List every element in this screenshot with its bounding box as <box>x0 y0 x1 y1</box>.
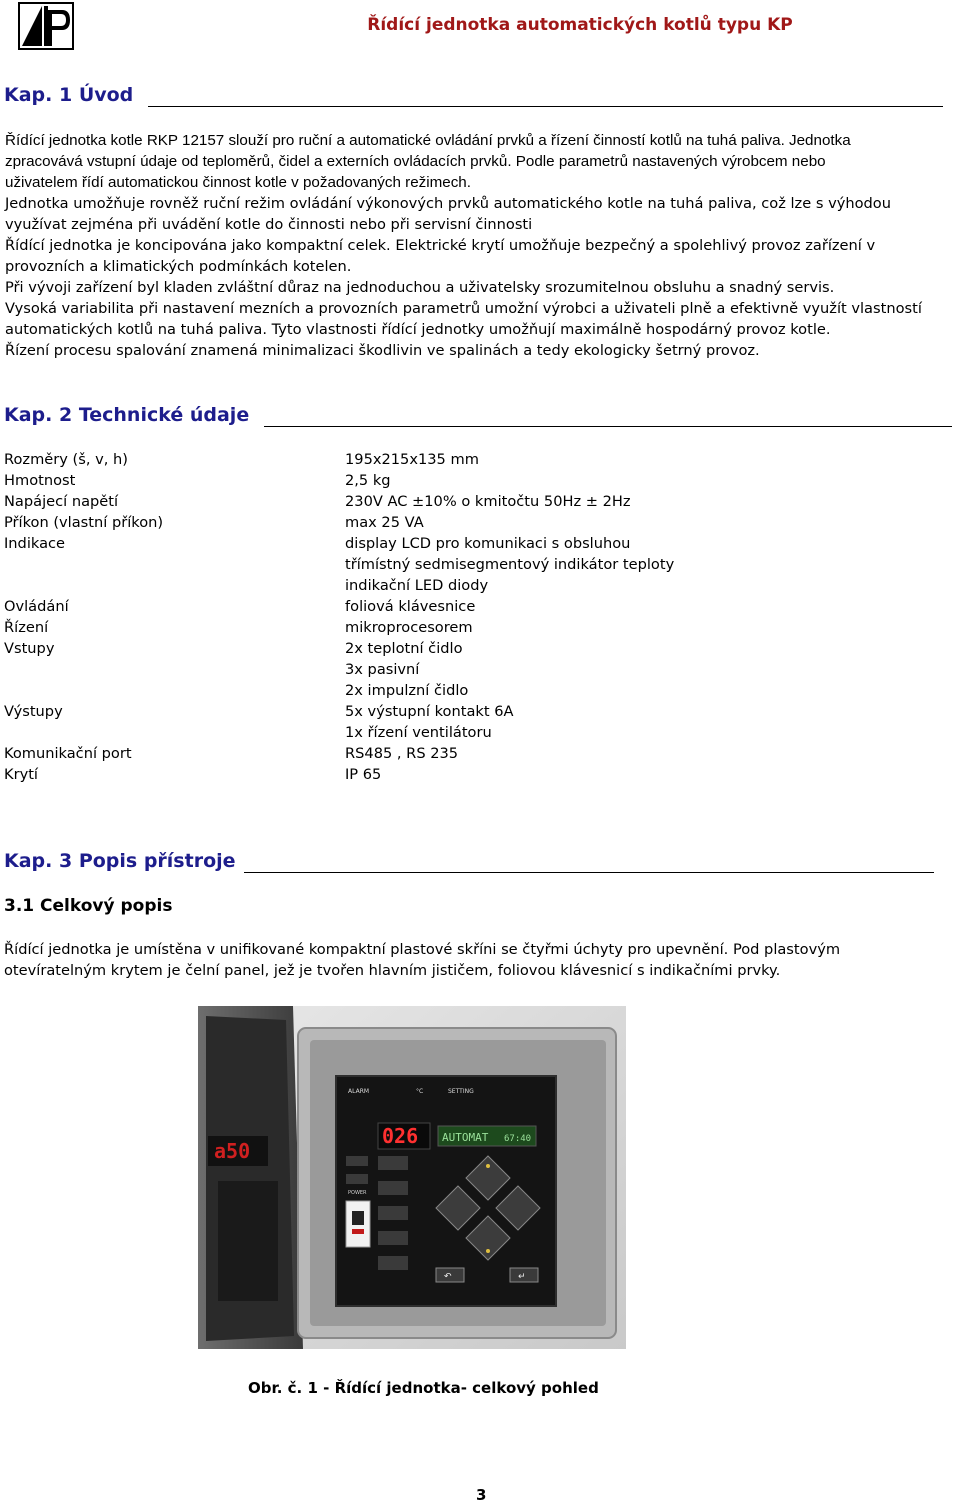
text-line: Řídící jednotka je koncipována jako kompaktní celek. Elektrické krytí umožňuje bezpečný a spolehlivý provoz zařízení v <box>5 237 876 254</box>
ap-logo-icon <box>18 2 74 50</box>
company-logo <box>18 2 74 50</box>
text-line: uživatelem řídí automatickou činnost kotle v požadovaných režimech. <box>5 174 471 191</box>
spec-value: 195x215x135 mm <box>345 451 479 468</box>
control-unit-illustration <box>198 1006 626 1349</box>
spec-value: RS485 , RS 235 <box>345 745 459 762</box>
spec-value: 2x teplotní čidlo <box>345 640 463 657</box>
spec-label: Výstupy <box>4 703 63 720</box>
chapter-1-para-1 <box>5 130 851 193</box>
spec-row <box>4 659 724 680</box>
panel-label-power: POWER <box>348 1190 367 1196</box>
spec-row <box>4 722 724 743</box>
spec-value: mikroprocesorem <box>345 619 473 636</box>
figure-caption: Obr. č. 1 - Řídící jednotka- celkový pohled <box>248 1379 599 1397</box>
spec-label: Příkon (vlastní příkon) <box>4 514 164 531</box>
text-line: zpracovává vstupní údaje od teploměrů, čidel a externích ovládacích prvků. Podle parametrů nastavených výrobcem nebo <box>5 153 826 170</box>
chapter-2-heading: Kap. 2 Technické údaje <box>4 404 250 426</box>
spec-value: třímístný sedmisegmentový indikátor teploty <box>345 556 675 573</box>
chapter-3-heading: Kap. 3 Popis přístroje <box>4 850 236 872</box>
text-line: Vysoká variabilita při nastavení mezních a provozních parametrů umožní výrobci a uživateli plně a efektivně využít vlastností <box>5 300 922 317</box>
chapter-1-para-2 <box>5 193 922 361</box>
panel-label-alarm: ALARM <box>348 1088 370 1095</box>
text-line: využívat zejména při uvádění kotle do činnosti nebo při servisní činnosti <box>5 216 533 233</box>
chapter-1-heading: Kap. 1 Úvod <box>4 84 134 106</box>
spec-value: 1x řízení ventilátoru <box>345 724 492 741</box>
spec-row <box>4 764 724 785</box>
spec-row <box>4 512 724 533</box>
technical-specs-table <box>4 449 724 785</box>
text-line: provozních a klimatických podmínkách kotelen. <box>5 258 352 275</box>
spec-label: Vstupy <box>4 640 55 657</box>
spec-row <box>4 680 724 701</box>
text-line: Řídící jednotka kotle RKP 12157 slouží pro ruční a automatické ovládání prvků a řízení činností kotlů na tuhá paliva. Jednotka <box>5 132 851 149</box>
spec-label: Řízení <box>4 619 49 636</box>
text-line: Jednotka umožňuje rovněž ruční režim ovládání výkonových prvků automatického kotle na tuhá paliva, což lze s výhodou <box>5 195 891 212</box>
spec-value: indikační LED diody <box>345 577 489 594</box>
panel-label-degrees: °C <box>416 1088 424 1095</box>
spec-row <box>4 491 724 512</box>
document-title: Řídící jednotka automatických kotlů typu KP <box>367 15 793 35</box>
spec-label: Ovládání <box>4 598 69 615</box>
spec-row <box>4 596 724 617</box>
spec-value: IP 65 <box>345 766 382 783</box>
chapter-3-underline <box>244 872 934 873</box>
spec-row <box>4 449 724 470</box>
text-line: automatických kotlů na tuhá paliva. Tyto vlastnosti řídící jednotky umožňují maximálně hospodárný provoz kotle. <box>5 321 831 338</box>
spec-row <box>4 743 724 764</box>
spec-row <box>4 701 724 722</box>
spec-row <box>4 533 724 554</box>
side-display: a50 <box>214 1139 251 1163</box>
spec-value: foliová klávesnice <box>345 598 476 615</box>
spec-value: display LCD pro komunikaci s obsluhou <box>345 535 631 552</box>
spec-row <box>4 470 724 491</box>
spec-label: Rozměry (š, v, h) <box>4 451 128 468</box>
spec-value: max 25 VA <box>345 514 424 531</box>
spec-row <box>4 554 724 575</box>
svg-text:↶: ↶ <box>444 1272 452 1282</box>
text-line: Při vývoji zařízení byl kladen zvláštní důraz na jednoduchou a uživatelsky srozumitelnou obsluhu a snadný servis. <box>5 279 835 296</box>
spec-row <box>4 575 724 596</box>
spec-row <box>4 617 724 638</box>
svg-text:↵: ↵ <box>518 1272 526 1282</box>
seven-segment-display: 026 <box>382 1124 419 1148</box>
section-3-1-title: 3.1 Celkový popis <box>4 896 173 916</box>
spec-value: 5x výstupní kontakt 6A <box>345 703 514 720</box>
device-photo <box>198 1006 626 1349</box>
text-line: Řídící jednotka je umístěna v unifikované kompaktní plastové skříni se čtyřmi úchyty pro upevnění. Pod plastovým <box>4 941 841 958</box>
spec-label: Krytí <box>4 766 38 783</box>
spec-label: Hmotnost <box>4 472 76 489</box>
chapter-3-para <box>4 939 840 981</box>
spec-label: Indikace <box>4 535 66 552</box>
spec-value: 230V AC ±10% o kmitočtu 50Hz ± 2Hz <box>345 493 631 510</box>
panel-label-setting: SETTING <box>448 1088 474 1095</box>
lcd-time: 67:40 <box>504 1134 532 1144</box>
spec-value: 2,5 kg <box>345 472 391 489</box>
text-line: Řízení procesu spalování znamená minimalizaci škodlivin ve spalinách a tedy ekologicky šetrný provoz. <box>5 342 760 359</box>
text-line: otevíratelným krytem je čelní panel, jež je tvořen hlavním jističem, foliovou klávesnicí s indikačními prvky. <box>4 962 781 979</box>
chapter-1-underline <box>148 106 943 107</box>
spec-row <box>4 638 724 659</box>
spec-value: 2x impulzní čidlo <box>345 682 469 699</box>
spec-label: Napájecí napětí <box>4 493 119 510</box>
page-number: 3 <box>476 1486 487 1504</box>
spec-label: Komunikační port <box>4 745 132 762</box>
spec-value: 3x pasivní <box>345 661 420 678</box>
chapter-2-underline <box>264 426 952 427</box>
lcd-mode: AUTOMAT <box>442 1131 489 1144</box>
